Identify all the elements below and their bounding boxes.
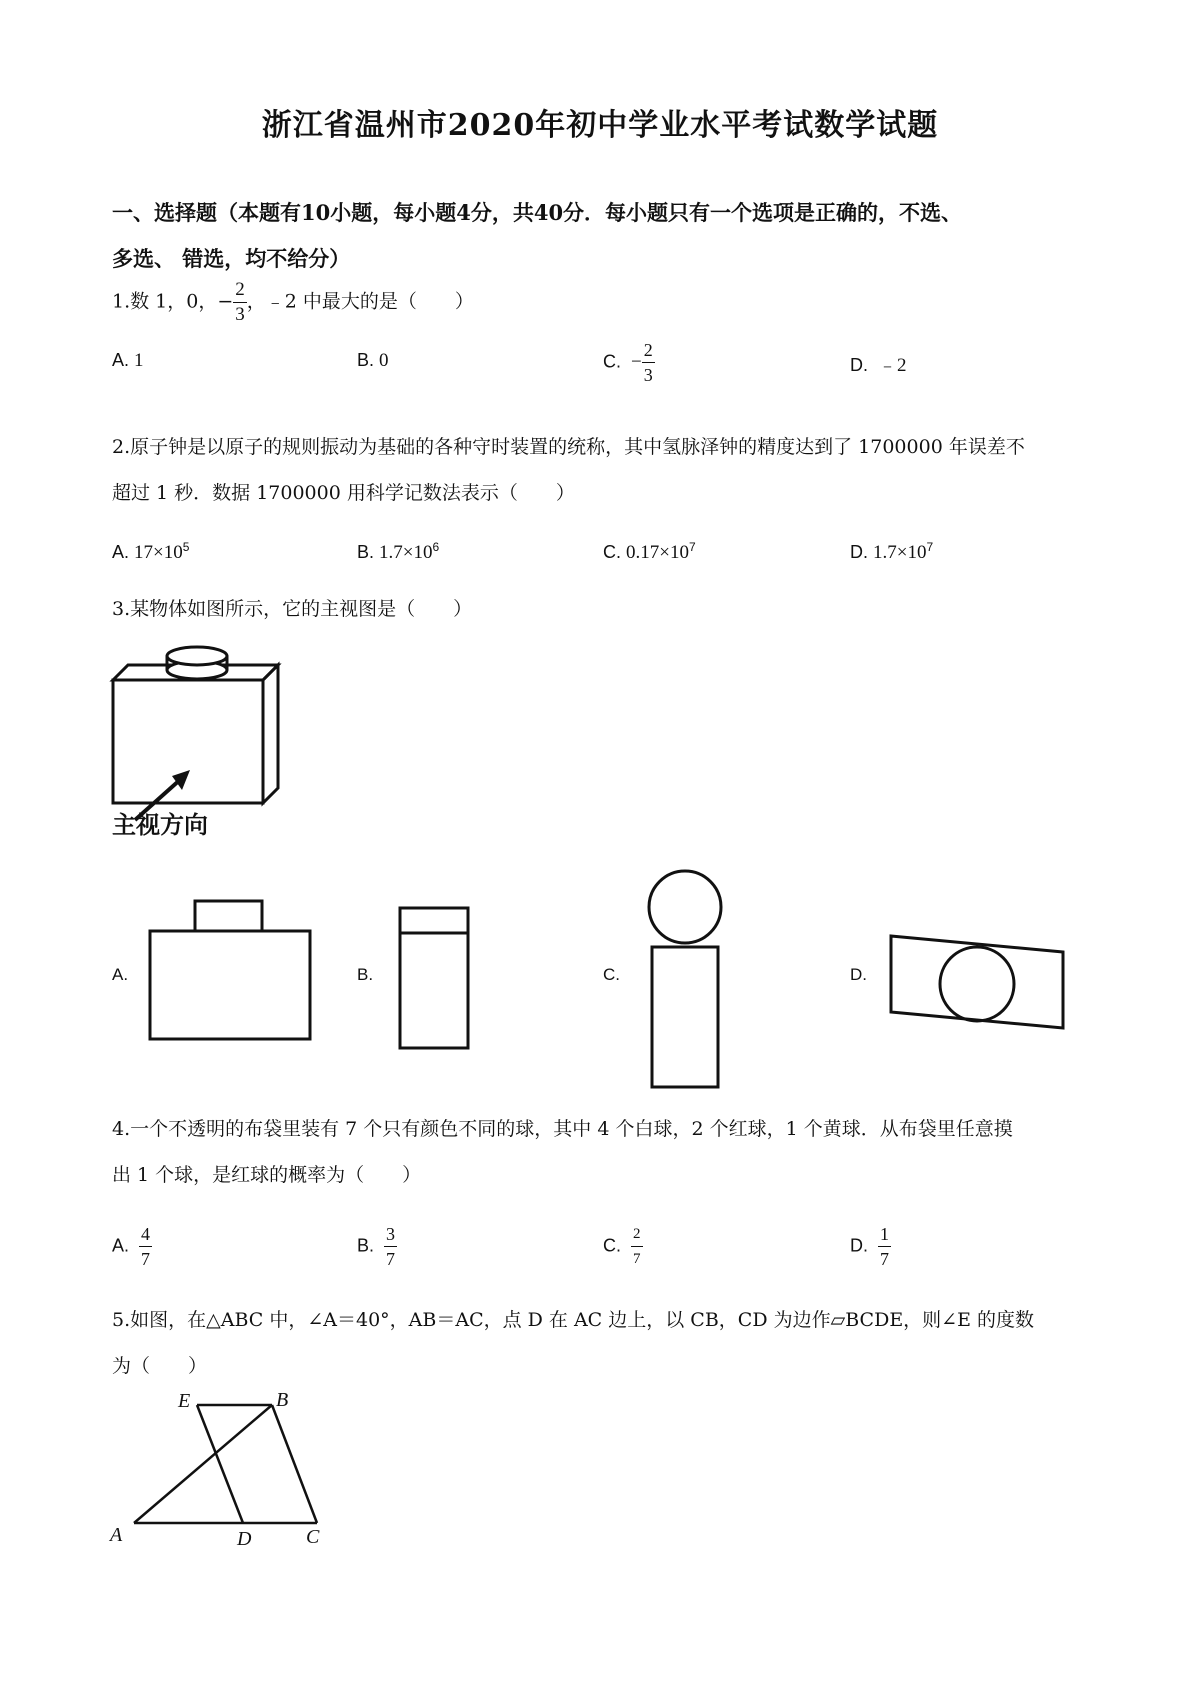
box-side-face — [263, 665, 278, 803]
q2-stem-line2: 超过 1 秒．数据 1700000 用科学记数法表示（ ） — [112, 482, 575, 504]
q2-option-a[interactable] — [112, 540, 189, 564]
option-label: D. — [850, 542, 868, 562]
q2-option-b[interactable] — [357, 540, 439, 564]
q1-option-d[interactable] — [850, 350, 907, 377]
q3-option-c-label[interactable]: C. — [603, 965, 620, 984]
q4-option-d[interactable] — [850, 1222, 891, 1271]
cylinder-top — [167, 647, 227, 665]
q1-stem-pre: 1.数 1，0， — [112, 290, 218, 313]
option-label: B. — [357, 350, 375, 370]
q4-a-fraction — [139, 1222, 152, 1271]
box-front-face — [113, 680, 263, 803]
option-exponent: 6 — [432, 540, 440, 554]
frac-den: 7 — [633, 1251, 641, 1267]
q5-geometry-figure — [100, 1390, 340, 1550]
frac-num: 4 — [139, 1222, 152, 1247]
frac-num: 1 — [878, 1222, 891, 1247]
frac-num: 2 — [631, 1222, 643, 1247]
q1-option-a[interactable] — [112, 350, 144, 372]
q3-option-a-figure[interactable] — [145, 895, 320, 1045]
option-sign: − — [631, 351, 642, 373]
option-label: B. — [357, 542, 375, 562]
q2-stem-line1: 2.原子钟是以原子的规则振动为基础的各种守时装置的统称，其中氢脉泽钟的精度达到了 1700000 年误差不 — [112, 436, 1025, 458]
page-title: 浙江省温州市2020年初中学业水平考试数学试题 — [261, 108, 939, 143]
view-direction-caption: 主视方向 — [112, 811, 208, 839]
option-value: ﹣2 — [878, 355, 907, 376]
option-label: B. — [357, 1235, 375, 1256]
q2-option-d[interactable] — [850, 540, 933, 564]
point-b-label: B — [276, 1389, 289, 1411]
q1-frac-sign: − — [217, 290, 234, 313]
question-2 — [112, 424, 1112, 516]
point-d-label: D — [237, 1528, 252, 1550]
q4-stem-line1: 4.一个不透明的布袋里装有 7 个只有颜色不同的球，其中 4 个白球，2 个红球，1 个黄球．从布袋里任意摸 — [112, 1118, 1013, 1140]
q1-option-b[interactable] — [357, 350, 389, 372]
segment-bc — [272, 1405, 317, 1523]
point-c-label: C — [306, 1526, 320, 1548]
question-4 — [112, 1106, 1112, 1198]
option-exponent: 7 — [926, 540, 934, 554]
option-value: 0 — [379, 350, 389, 371]
q1-stem-post: ，﹣2 中最大的是（ ） — [246, 290, 474, 313]
option-label: A. — [112, 1235, 130, 1256]
question-1 — [112, 278, 1112, 327]
q4-d-fraction — [878, 1222, 891, 1271]
section-header-line2: 多选、 错选，均不给分） — [112, 246, 351, 271]
option-label: D. — [850, 355, 868, 375]
frac-num: 2 — [642, 338, 655, 363]
option-label: C. — [603, 1235, 621, 1256]
q3-option-c-figure[interactable] — [640, 865, 730, 1095]
option-base: 1.7×10 — [379, 542, 433, 563]
option-base: 17×10 — [134, 542, 183, 563]
frac-den: 7 — [386, 1249, 396, 1269]
q3-option-b-figure[interactable] — [395, 903, 475, 1053]
frac-den: 7 — [141, 1249, 151, 1269]
q1-frac-num: 2 — [233, 278, 247, 303]
q1-frac-den: 3 — [235, 304, 245, 325]
q4-b-fraction — [384, 1222, 397, 1271]
q4-option-a[interactable] — [112, 1222, 152, 1271]
q4-c-fraction — [631, 1222, 643, 1271]
option-base: 1.7×10 — [873, 542, 927, 563]
point-e-label: E — [178, 1390, 191, 1412]
option-exponent: 5 — [182, 540, 190, 554]
q3-option-d-figure[interactable] — [885, 930, 1070, 1035]
question-3: 3.某物体如图所示，它的主视图是（ ） — [112, 598, 473, 620]
frac-num: 3 — [384, 1222, 397, 1247]
q1-fraction — [233, 278, 247, 327]
point-a-label: A — [110, 1524, 123, 1546]
frac-den: 3 — [643, 365, 653, 385]
q3-option-a-label[interactable]: A. — [112, 965, 129, 984]
option-base: 0.17×10 — [626, 542, 689, 563]
q3-option-d-label[interactable]: D. — [850, 965, 867, 984]
option-label: C. — [603, 351, 621, 372]
option-label: C. — [603, 542, 621, 562]
section-header — [112, 190, 1112, 282]
option-label: A. — [112, 350, 130, 370]
section-header-line1: 一、选择题（本题有10小题，每小题4分，共40分．每小题只有一个选项是正确的，不选、 — [112, 200, 963, 225]
option-label: A. — [112, 542, 130, 562]
option-exponent: 7 — [688, 540, 696, 554]
q2-option-c[interactable] — [603, 540, 696, 564]
question-5 — [112, 1297, 1112, 1389]
q4-option-b[interactable] — [357, 1222, 397, 1271]
q3-option-b-label[interactable]: B. — [357, 965, 374, 984]
frac-den: 7 — [880, 1249, 890, 1269]
q5-stem-line2: 为（ ） — [112, 1355, 208, 1377]
option-label: D. — [850, 1235, 868, 1256]
q5-stem-line1: 5.如图，在△ABC 中，∠A＝40°，AB＝AC，点 D 在 AC 边上，以 CB，CD 为边作▱BCDE，则∠E 的度数 — [112, 1309, 1035, 1331]
option-value: 1 — [134, 350, 144, 371]
q1-option-c[interactable] — [603, 338, 655, 387]
q4-stem-line2: 出 1 个球，是红球的概率为（ ） — [112, 1164, 422, 1186]
q1-c-fraction — [642, 338, 655, 387]
q4-option-c[interactable] — [603, 1222, 643, 1271]
